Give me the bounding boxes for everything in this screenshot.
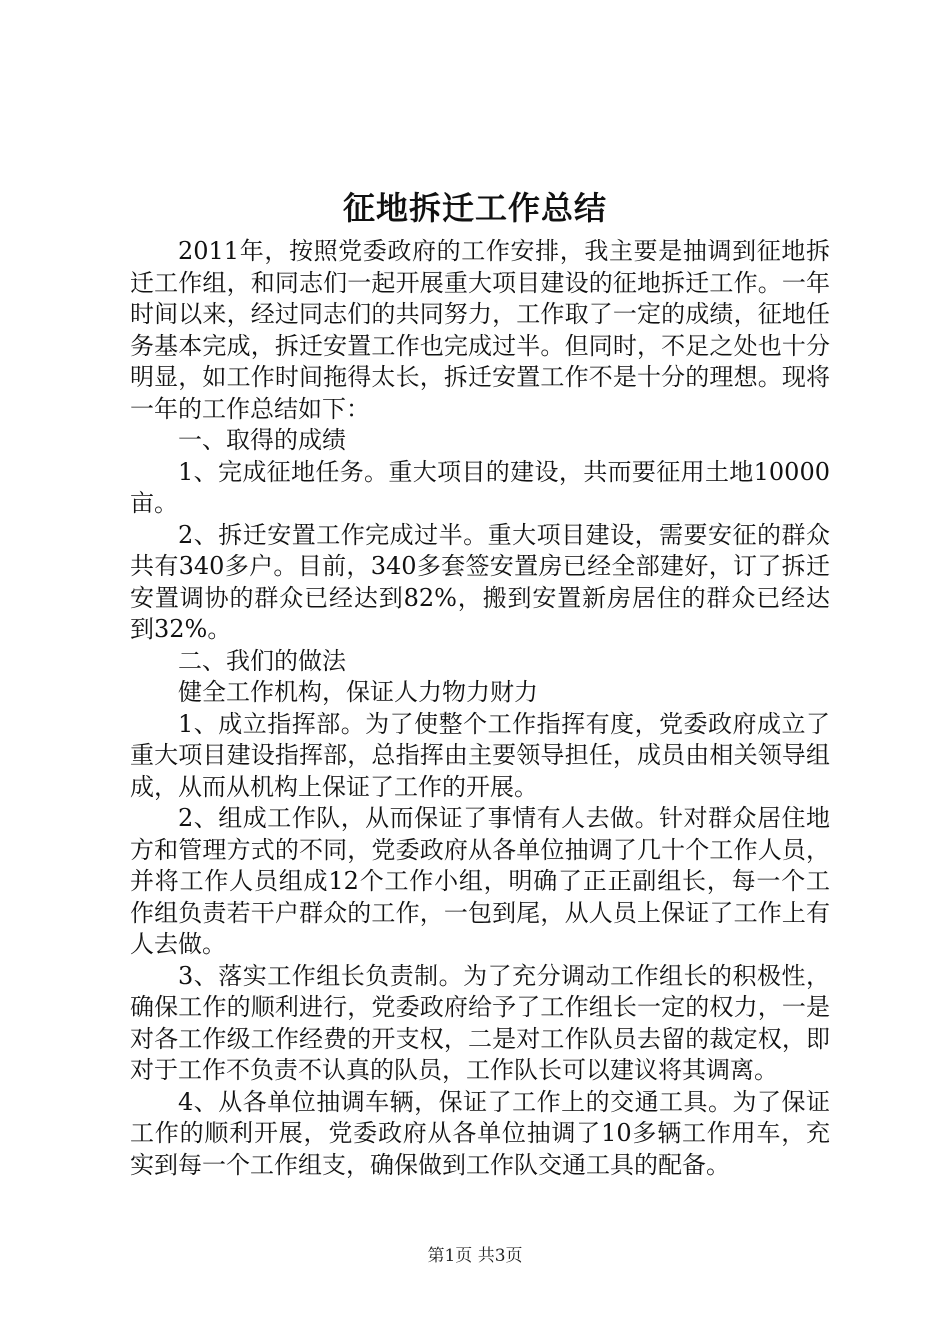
document-title: 征地拆迁工作总结 xyxy=(342,189,607,227)
paragraph-method-2: 2、组成工作队，从而保证了事情有人去做。针对群众居住地方和管理方式的不同，党委政府从各单位抽调了几十个工作人员，并将工作人员组成12个工作小组，明确了正正副组长，每一个工作组负责若干户群众的工作，一包到尾，从人员上保证了工作上有人去做。 xyxy=(130,804,830,958)
paragraph-item-1: 1、完成征地任务。重大项目的建设，共而要征用土地10000亩。 xyxy=(130,457,830,517)
paragraph-intro: 2011年，按照党委政府的工作安排，我主要是抽调到征地拆迁工作组，和同志们一起开展重大项目建设的征地拆迁工作。一年时间以来，经过同志们的共同努力，工作取了一定的成绩，征地任务基本完成，拆迁安置工作也完成过半。但同时，不足之处也十分明显，如工作时间拖得太长，拆迁安置工作不是十分的理想。现将一年的工作总结如下： xyxy=(130,237,830,423)
section-heading-methods: 二、我们的做法 xyxy=(178,646,346,675)
subsection-heading-organization: 健全工作机构，保证人力物力财力 xyxy=(178,678,538,706)
paragraph-item-2: 2、拆迁安置工作完成过半。重大项目建设，需要安征的群众共有340多户。目前，340多套签安置房已经全部建好，订了拆迁安置调协的群众已经达到82%，搬到安置新房居住的群众已经达到32%。 xyxy=(130,520,830,643)
page-number-footer: 第1页 共3页 xyxy=(427,1246,523,1266)
document-body xyxy=(130,236,830,1181)
paragraph-method-3: 3、落实工作组长负责制。为了充分调动工作组长的积极性，确保工作的顺利进行，党委政府给予了工作组长一定的权力，一是对各工作级工作经费的开支权，二是对工作队员去留的裁定权，即对于工作不负责不认真的队员，工作队长可以建议将其调离。 xyxy=(130,961,830,1084)
paragraph-method-4: 4、从各单位抽调车辆，保证了工作上的交通工具。为了保证工作的顺利开展，党委政府从各单位抽调了10多辆工作用车，充实到每一个工作组支，确保做到工作队交通工具的配备。 xyxy=(130,1087,830,1179)
paragraph-method-1: 1、成立指挥部。为了使整个工作指挥有度，党委政府成立了重大项目建设指挥部，总指挥由主要领导担任，成员由相关领导组成，从而从机构上保证了工作的开展。 xyxy=(130,709,830,801)
section-heading-achievements: 一、取得的成绩 xyxy=(178,426,346,454)
